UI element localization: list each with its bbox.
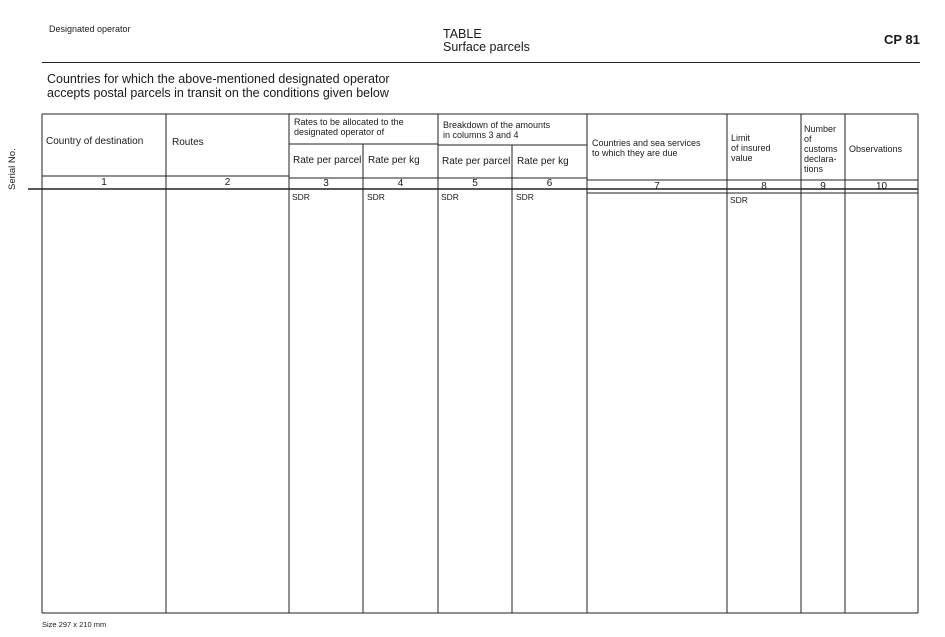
- col-number-5: 5: [472, 178, 478, 189]
- col-header-limit-line-2: of insured: [731, 143, 771, 153]
- col-number-10: 10: [875, 181, 888, 192]
- col-header-number-of-customs-declarations: [804, 124, 838, 174]
- col-header-number-line-5: tions: [804, 164, 824, 174]
- intro-line-1: Countries for which the above-mentioned designated operator: [47, 72, 390, 86]
- col-header-rate-per-parcel: Rate per parcel: [293, 155, 362, 166]
- col-number-2: 2: [224, 177, 231, 188]
- unit-label-col4: SDR: [367, 192, 385, 202]
- col-number-7: 7: [654, 181, 660, 192]
- unit-label-col6: SDR: [516, 192, 534, 202]
- col-header-countries-and-sea-services: [592, 138, 701, 158]
- col-header-number-line-1: Number: [804, 124, 837, 134]
- col-header-routes: Routes: [172, 137, 204, 148]
- col-header-limit-line-1: Limit: [731, 133, 751, 143]
- group-header-rates-line-1: Rates to be allocated to the: [294, 117, 404, 127]
- col-number-8: 8: [761, 181, 767, 192]
- col-number-6: 6: [546, 178, 553, 189]
- col-header-rate-per-kg: Rate per kg: [368, 155, 420, 166]
- col-header-number-line-3: customs: [804, 144, 838, 154]
- col-header-breakdown-rate-per-parcel: Rate per parcel: [442, 156, 511, 167]
- col-header-observations: Observations: [849, 144, 903, 154]
- unit-label-col8: SDR: [730, 195, 748, 205]
- intro-line-2: accepts postal parcels in transit on the conditions given below: [47, 86, 389, 100]
- col-header-limit-line-3: value: [731, 153, 753, 163]
- serial-no-label: Serial No.: [7, 148, 18, 190]
- form-code: CP 81: [884, 32, 920, 47]
- group-header-breakdown: [443, 120, 550, 140]
- unit-label-col3: SDR: [292, 192, 310, 202]
- designated-operator-label: Designated operator: [49, 24, 131, 34]
- col-header-countries-line-1: Countries and sea services: [592, 138, 701, 148]
- col-header-number-line-2: of: [804, 134, 812, 144]
- title-line-2: Surface parcels: [443, 40, 530, 54]
- group-header-rates-line-2: designated operator of: [294, 127, 385, 137]
- col-number-3: 3: [323, 178, 329, 189]
- group-header-breakdown-line-2: in columns 3 and 4: [443, 130, 519, 140]
- col-header-number-line-4: declara-: [804, 154, 837, 164]
- col-header-country-of-destination: Country of destination: [46, 136, 144, 147]
- group-header-breakdown-line-1: Breakdown of the amounts: [443, 120, 551, 130]
- col-number-4: 4: [397, 178, 404, 189]
- title-line-1: TABLE: [443, 27, 482, 41]
- col-header-limit-of-insured-value: [731, 133, 771, 163]
- col-header-breakdown-rate-per-kg: Rate per kg: [517, 156, 569, 167]
- group-header-rates: [294, 117, 404, 137]
- col-number-1: 1: [101, 177, 107, 188]
- col-number-9: 9: [820, 181, 826, 192]
- unit-label-col5: SDR: [441, 192, 459, 202]
- col-header-countries-line-2: to which they are due: [592, 148, 678, 158]
- size-note: Size 297 x 210 mm: [42, 620, 107, 629]
